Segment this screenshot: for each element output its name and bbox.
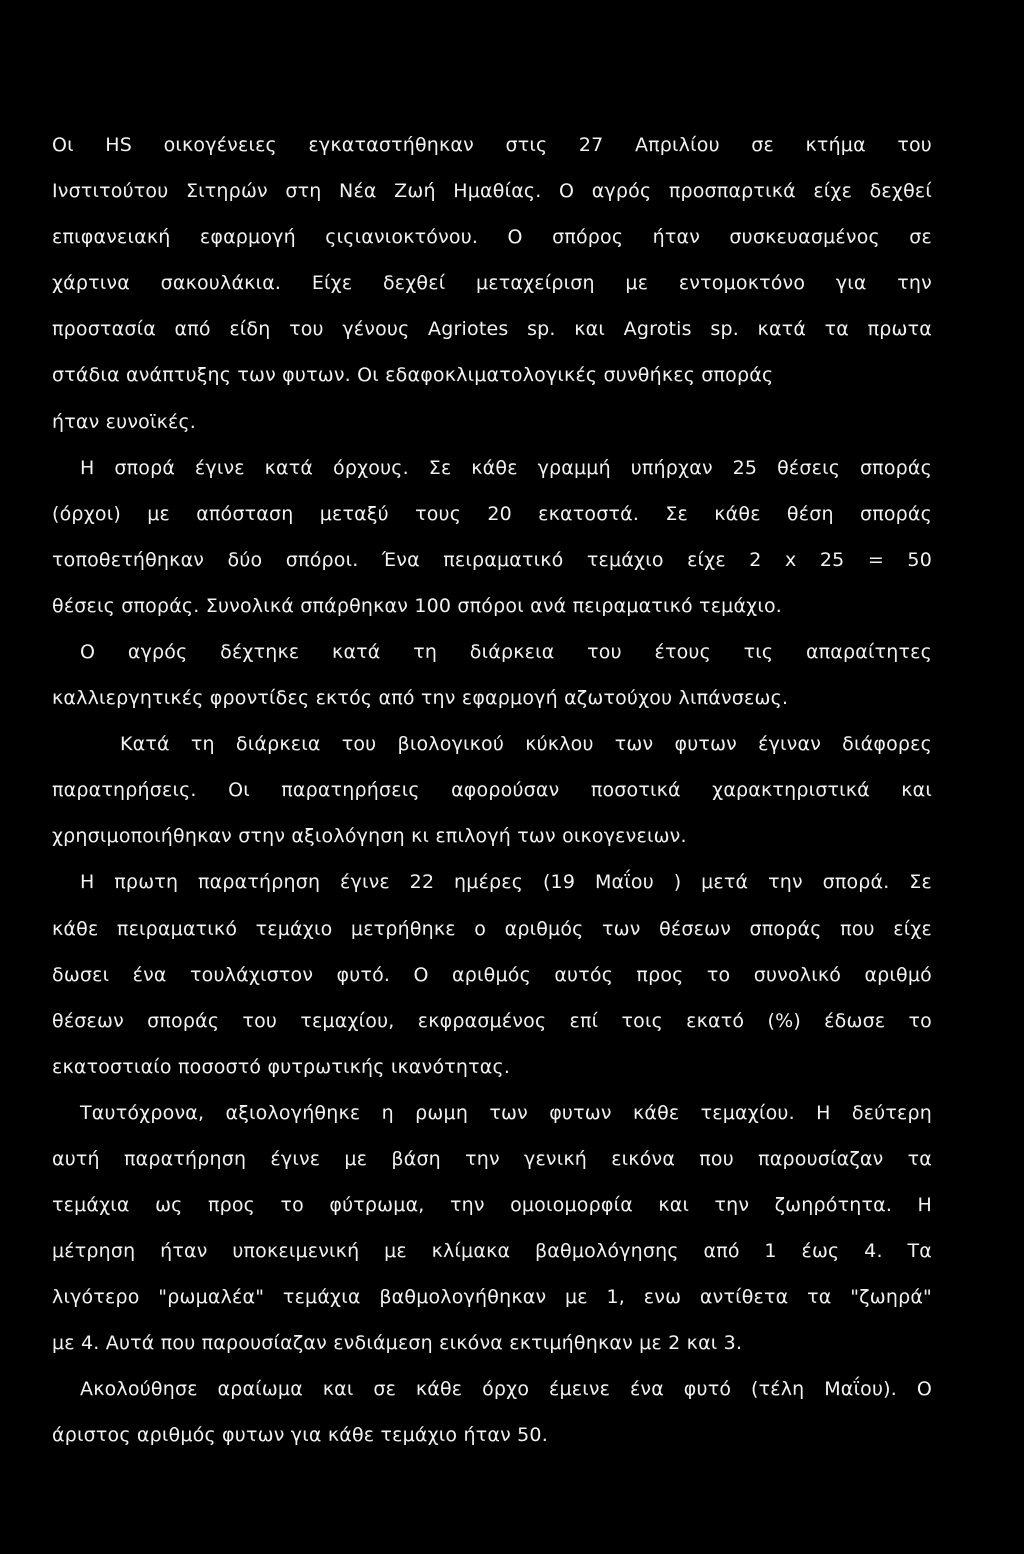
text-line: Η πρωτη παρατήρηση έγινε 22 ημέρες (19 Μαΐου ) μετά την σπορά. Σε: [80, 871, 932, 893]
text-line: Κατά τη διάρκεια του βιολογικού κύκλου των φυτων έγιναν διάφορες: [120, 733, 932, 755]
text-line: τεμάχια ως προς το φύτρωμα, την ομοιομορφία και την ζωηρότητα. Η: [52, 1194, 932, 1216]
text-line: θέσεις σποράς. Συνολικά σπάρθηκαν 100 σπόροι ανά πειραματικό τεμάχιο.: [52, 595, 783, 617]
text-line: κάθε πειραματικό τεμάχιο μετρήθηκε ο αριθμός των θέσεων σποράς που είχε: [52, 918, 932, 940]
text-line: τοποθετήθηκαν δύο σπόροι. Ένα πειραματικό τεμάχιο είχε 2 x 25 = 50: [52, 549, 932, 571]
text-line: θέσεων σποράς του τεμαχίου, εκφρασμένος επί τοις εκατό (%) έδωσε το: [52, 1010, 932, 1032]
text-line: Ο αγρός δέχτηκε κατά τη διάρκεια του έτους τις απαραίτητες: [80, 641, 932, 663]
text-line: (όρχοι) με απόσταση μεταξύ τους 20 εκατοστά. Σε κάθε θέση σποράς: [52, 503, 932, 525]
text-line: δωσει ένα τουλάχιστον φυτό. Ο αριθμός αυτός προς το συνολικό αριθμό: [52, 964, 932, 986]
text-line: επιφανειακή εφαρμογή ςιςιανιοκτόνου. Ο σπόρος ήταν συσκευασμένος σε: [52, 226, 932, 248]
text-line: με 4. Αυτά που παρουσίαζαν ενδιάμεση εικόνα εκτιμήθηκαν με 2 και 3.: [52, 1332, 743, 1354]
text-line: Ταυτόχρονα, αξιολογήθηκε η ρωμη των φυτων κάθε τεμαχίου. Η δεύτερη: [80, 1102, 932, 1124]
text-line: εκατοστιαίο ποσοστό φυτρωτικής ικανότητας.: [52, 1056, 511, 1078]
text-line: Ακολούθησε αραίωμα και σε κάθε όρχο έμεινε ένα φυτό (τέλη Μαΐου). Ο: [80, 1378, 932, 1400]
text-line: χρησιμοποιήθηκαν στην αξιολόγηση κι επιλογή των οικογενειων.: [52, 825, 687, 847]
text-line: προστασία από είδη του γένους Agriotes sp. και Agrotis sp. κατά τα πρωτα: [52, 318, 932, 340]
text-line: αυτή παρατήρηση έγινε με βάση την γενική εικόνα που παρουσίαζαν τα: [52, 1148, 932, 1170]
text-line: παρατηρήσεις. Οι παρατηρήσεις αφορούσαν ποσοτικά χαρακτηριστικά και: [52, 779, 932, 801]
text-line: άριστος αριθμός φυτων για κάθε τεμάχιο ήταν 50.: [52, 1424, 548, 1446]
text-line: χάρτινα σακουλάκια. Είχε δεχθεί μεταχείριση με εντομοκτόνο για την: [52, 272, 932, 294]
text-line: Ινστιτούτου Σιτηρών στη Νέα Ζωή Ημαθίας. Ο αγρός προσπαρτικά είχε δεχθεί: [52, 180, 932, 202]
text-line: ήταν ευνοϊκές.: [52, 411, 197, 433]
text-line: μέτρηση ήταν υποκειμενική με κλίμακα βαθμολόγησης από 1 έως 4. Τα: [52, 1240, 932, 1262]
text-line: καλλιεργητικές φροντίδες εκτός από την εφαρμογή αζωτούχου λιπάνσεως.: [52, 687, 789, 709]
text-line: λιγότερο "ρωμαλέα" τεμάχια βαθμολογήθηκαν με 1, ενω αντίθετα τα "ζωηρά": [52, 1286, 932, 1308]
text-line: Οι HS οικογένειες εγκαταστήθηκαν στις 27 Απριλίου σε κτήμα του: [52, 134, 932, 156]
text-line: στάδια ανάπτυξης των φυτων. Οι εδαφοκλιματολογικές συνθήκες σποράς: [52, 364, 774, 386]
text-line: Η σπορά έγινε κατά όρχους. Σε κάθε γραμμή υπήρχαν 25 θέσεις σποράς: [80, 457, 932, 479]
